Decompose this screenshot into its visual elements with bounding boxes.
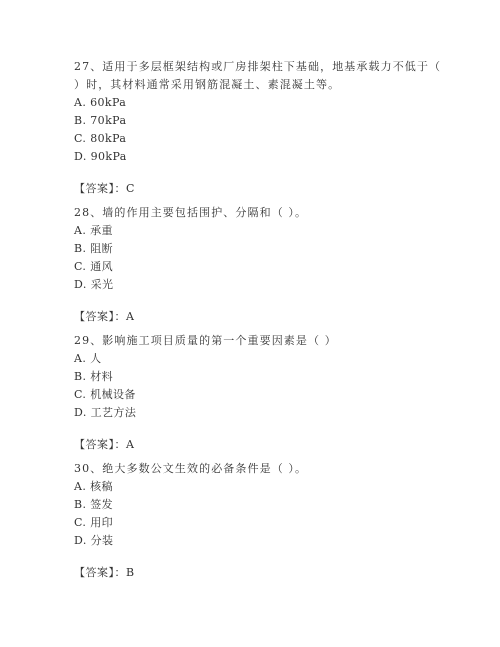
question-29-stem: 29、影响施工项目质量的第一个重要因素是（ ） [74,334,337,347]
question-28-option-b: B. 阻断 [74,242,114,255]
question-29-option-a: A. 人 [74,352,102,365]
question-27-option-c: C. 80kPa [74,132,127,145]
question-30-option-c: C. 用印 [74,516,114,529]
question-30-stem: 30、绝大多数公文生效的必备条件是（ ）。 [74,462,308,475]
question-27-option-a: A. 60kPa [74,96,127,109]
question-27-answer: 【答案】：C [74,182,135,195]
question-27-stem-line-2: ）时，其材料通常采用钢筋混凝土、素混凝土等。 [74,78,341,91]
question-29-option-b: B. 材料 [74,370,114,383]
question-28-answer: 【答案】：A [74,310,135,323]
question-28-option-d: D. 采光 [74,278,114,291]
question-27-stem-line-1: 27、适用于多层框架结构或厂房排架柱下基础，地基承载力不低于（ [74,60,442,73]
question-28-stem: 28、墙的作用主要包括围护、分隔和（ ）。 [74,206,308,219]
question-30-option-b: B. 签发 [74,498,114,511]
question-30-option-a: A. 核稿 [74,480,113,493]
question-30-option-d: D. 分装 [74,534,114,547]
question-29-option-d: D. 工艺方法 [74,406,137,419]
question-29-answer: 【答案】：A [74,438,135,451]
question-28-option-a: A. 承重 [74,224,113,237]
question-30-answer: 【答案】：B [74,566,135,579]
question-27-option-b: B. 70kPa [74,114,127,127]
question-28-option-c: C. 通风 [74,260,114,273]
question-29-option-c: C. 机械设备 [74,388,136,401]
question-27-option-d: D. 90kPa [74,150,127,163]
